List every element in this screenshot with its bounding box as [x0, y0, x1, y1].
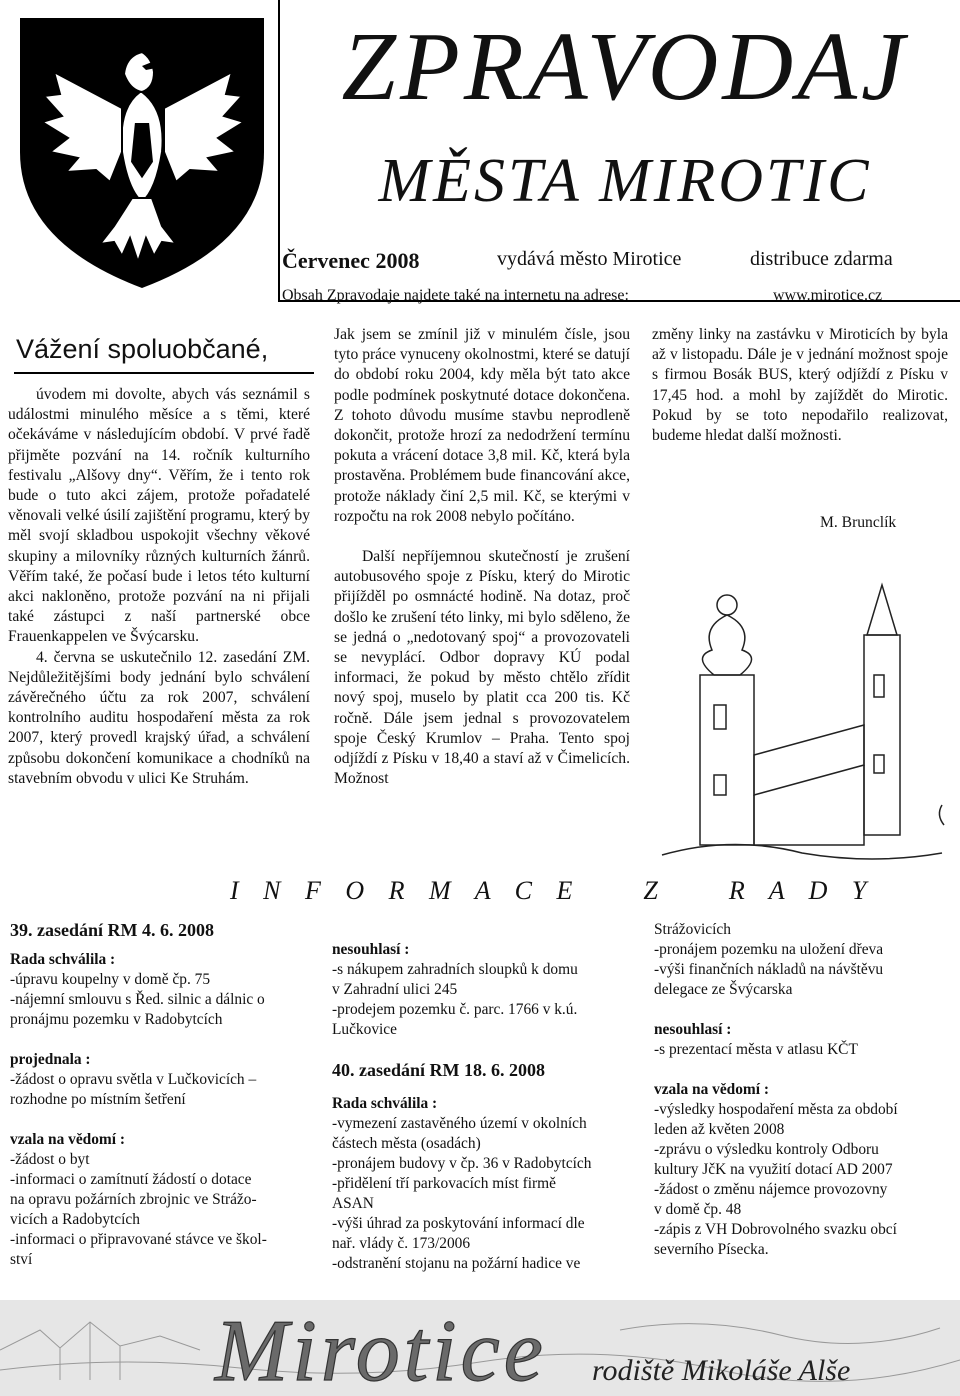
web-note: Obsah Zpravodaje najdete také na internetu na adrese: — [282, 287, 629, 304]
publisher: vydává město Mirotice — [497, 248, 682, 270]
list-item: -žádost o opravu světla v Lučkovicích – — [10, 1071, 257, 1088]
list-item: -informaci o připravované stávce ve škol- — [10, 1231, 267, 1248]
article-column-1 — [8, 385, 310, 789]
list-item: delegace ze Švýcarska — [654, 981, 793, 998]
author-signature: M. Brunclík — [820, 514, 897, 531]
meeting-heading: 39. zasedání RM 4. 6. 2008 — [10, 920, 214, 940]
article-paragraph: úvodem mi dovolte, abych vás seznámil s událostmi minulého měsíce a s těmi, které očekáváme v následujícím období. V prvé řadě přijměte pozvání na 14. ročník kulturního festivalu „Alšovy dny“. Věřím, že i tento rok bude o tuto akci zájem, protože pořadatelé věnovali velké úsilí zajištění programu, který by měl svojí skladbou uspokojit všechny věkové skupiny a milovníky různých kulturních žánrů. Věřím také, že počasí bude i letos této kulturní akci nakloněno, protože pozvání na ni přijali také zástupci z naší partnerské obce Frauenkappelen ve Švýcarsku. — [8, 386, 310, 646]
list-item: Lučkovice — [332, 1021, 397, 1038]
list-item: -nájemní smlouvu s Řed. silnic a dálnic o — [10, 991, 265, 1008]
list-item: -informaci o zamítnutí žádostí o dotace — [10, 1171, 252, 1188]
list-item: -výši úhrad za poskytování informací dle — [332, 1215, 585, 1232]
masthead-subtitle: MĚSTA MIROTIC — [378, 147, 872, 215]
section-label: projednala : — [10, 1051, 91, 1068]
list-item: -prodejem pozemku č. parc. 1766 v k.ú. — [332, 1001, 578, 1018]
list-item: -úpravu koupelny v domě čp. 75 — [10, 971, 211, 988]
list-item: leden až květen 2008 — [654, 1121, 785, 1138]
meeting-heading: 40. zasedání RM 18. 6. 2008 — [332, 1060, 545, 1080]
section-label: vzala na vědomí : — [654, 1081, 769, 1098]
section-label: nesouhlasí : — [654, 1021, 732, 1038]
article-column-3 — [652, 325, 948, 446]
article-paragraph: Další nepříjemnou skutečností je zrušení autobusového spoje z Písku, který do Mirotic přijížděl po osmnácté hodině. Na dotaz, proč došlo ke zrušení této linky, mi bylo sděleno, že se jedná o „nedotovaný spoj“ a provozovateli se nevyplácí. Odbor dopravy KÚ podal informaci, že pokud by město chtělo zřídit nový spoj, muselo by platit cca 200 tis. Kč ročně. Dále jsem jednal s provozovatelem spoje Český Krumlov – Praha. Tento spoj odjíždí z Písku v 18,40 a staví až v Čimelicích. Možnost — [334, 548, 630, 788]
section-label: nesouhlasí : — [332, 941, 410, 958]
list-item: -žádost o změnu nájemce provozovny — [654, 1181, 888, 1198]
masthead-title: ZPRAVODAJ — [341, 13, 909, 121]
list-item: -žádost o byt — [10, 1151, 90, 1168]
section-label: Rada schválila : — [332, 1095, 438, 1112]
section-label: Rada schválila : — [10, 951, 116, 968]
web-url-link[interactable]: www.mirotice.cz — [773, 287, 883, 304]
list-item: nař. vlády č. 173/2006 — [332, 1235, 471, 1252]
info-column-1 — [10, 920, 267, 1270]
list-item: -výši finančních nákladů na návštěvu — [654, 961, 884, 978]
list-item: -s nákupem zahradních sloupků k domu — [332, 961, 578, 978]
article-column-2 — [334, 325, 630, 789]
list-item: pronájmu pozemku v Radobytcích — [10, 1011, 223, 1028]
article-paragraph: Jak jsem se zmínil již v minulém čísle, jsou tyto práce vynuceny okolnostmi, které se datují do období roku 2004, kdy měla být tato akce podle podmínek poskytnuté dotace dokončena. Z tohoto důvodu musíme stavbu neprodleně dokončit, protože hrozí za nedodržení termínu pokuta a vrácení dotace 3,8 mil. Kč, která byla prostavěna. Problémem bude financování akce, protože náklady činí 2,5 mil. Kč, se kterými v rozpočtu na rok 2008 nebylo počítáno. — [334, 326, 630, 525]
list-item: -přidělení tří parkovacích míst firmě — [332, 1175, 556, 1192]
list-item: -pronájem budovy v čp. 36 v Radobytcích — [332, 1155, 592, 1172]
list-item: ství — [10, 1251, 33, 1268]
list-item: částech města (osadách) — [332, 1135, 481, 1152]
list-item: rozhodne po místním šetření — [10, 1091, 186, 1108]
section-label: vzala na vědomí : — [10, 1131, 125, 1148]
article-paragraph: změny linky na zastávku v Miroticích by byla až v listopadu. Dále je v jednání možnost spoje s firmou Bosák BUS, který odjíždí z Písku v 17,45 hod. a mohl by zajíždět do Mirotic. Pokud by se toto nepodařilo realizovat, budeme hledat další možnosti. — [652, 326, 948, 445]
list-item: severního Písecka. — [654, 1241, 769, 1258]
list-item: -zprávu o výsledku kontroly Odboru — [654, 1141, 879, 1158]
greeting-underline — [14, 372, 314, 374]
article-paragraph: 4. června se uskutečnilo 12. zasedání ZM. Nejdůležitějšími body jednání bylo schválení závěrečného účtu za rok 2007, schválení kontrolního auditu hospodaření města za rok 2007, který provedl krajský úřad, a schválení způsobu dokončení komunikace a chodníků na stavebním obvodu v ulici Ke Struhám. — [8, 648, 310, 787]
list-item: -vymezení zastavěného území v okolních — [332, 1115, 587, 1132]
list-item: na opravu požárních zbrojnic ve Strážo- — [10, 1191, 257, 1208]
list-item: v domě čp. 48 — [654, 1201, 742, 1218]
church-sketch-image — [652, 565, 952, 865]
list-item: -výsledky hospodaření města za období — [654, 1101, 898, 1118]
info-column-2 — [332, 940, 591, 1274]
info-column-3 — [654, 920, 898, 1260]
list-item: -pronájem pozemku na uložení dřeva — [654, 941, 884, 958]
issue-date: Červenec 2008 — [282, 248, 420, 273]
list-item: Strážovicích — [654, 921, 731, 938]
distribution-note: distribuce zdarma — [750, 248, 893, 270]
list-item: -odstranění stojanu na požární hadice ve — [332, 1255, 581, 1272]
list-item: ASAN — [332, 1195, 374, 1212]
list-item: v Zahradní ulici 245 — [332, 981, 458, 998]
town-crest-logo — [14, 12, 270, 292]
list-item: -zápis z VH Dobrovolného svazku obcí — [654, 1221, 897, 1238]
town-banner — [0, 1300, 960, 1396]
list-item: -s prezentací města v atlasu KČT — [654, 1041, 858, 1058]
article-greeting: Vážení spoluobčané, — [16, 334, 269, 364]
info-section-title: I N F O R M A C E Z R A D Y — [230, 876, 876, 905]
list-item: kultury JčK na využití dotací AD 2007 — [654, 1161, 893, 1178]
list-item: vicích a Radobytcích — [10, 1211, 140, 1228]
banner-town-name: Mirotice — [215, 1303, 547, 1396]
banner-tagline: rodiště Mikoláše Alše — [592, 1354, 851, 1387]
